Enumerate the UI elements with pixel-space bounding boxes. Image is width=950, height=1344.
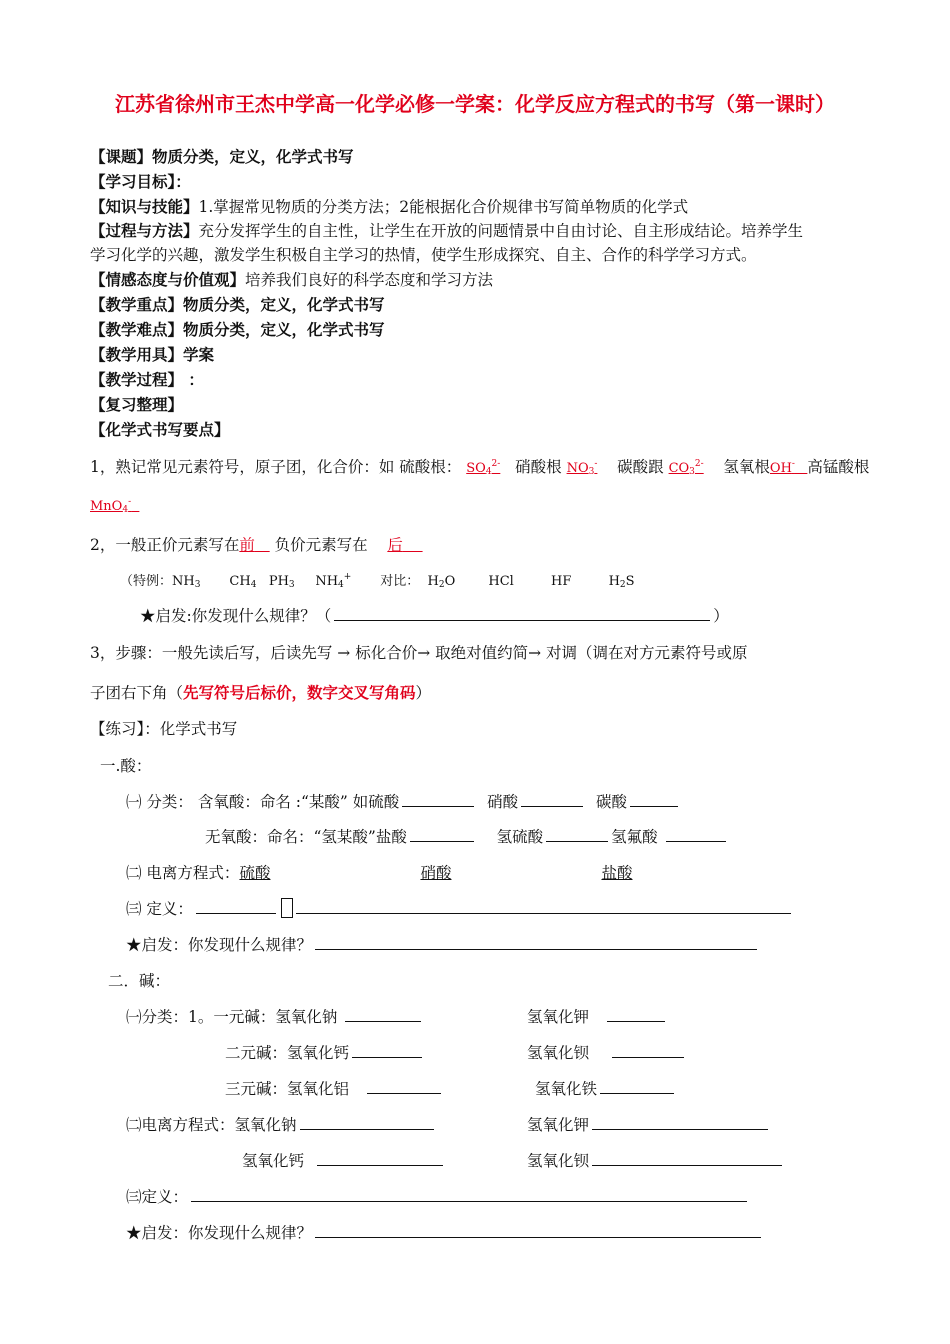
- koh-blank[interactable]: [607, 1006, 665, 1022]
- sulfate-formula: $SO_4^{2-}$: [466, 459, 501, 477]
- feoh-line: 氢氧化铁: [535, 1077, 677, 1099]
- acid-def-blank-a[interactable]: [196, 898, 276, 914]
- base-def-line: ㈢定义：: [126, 1185, 750, 1207]
- base-title: 二．碱：: [108, 972, 171, 990]
- difficult-line: [90, 318, 385, 340]
- topic-label: 【课题】: [90, 147, 153, 166]
- difficult-label: 【教学难点】: [90, 320, 184, 339]
- hf-blank[interactable]: [666, 826, 726, 842]
- page-title: 江苏省徐州市王杰中学高一化学必修一学案：化学反应方程式的书写（第一课时）: [115, 92, 835, 116]
- key-label: 【教学重点】: [90, 295, 184, 314]
- h2s-blank[interactable]: [546, 826, 608, 842]
- knowledge-label: 【知识与技能】: [90, 197, 199, 216]
- emotion-label: 【情感态度与价值观】: [90, 270, 246, 289]
- front-answer: 前: [239, 536, 255, 554]
- formula-label: 【化学式书写要点】: [90, 420, 230, 439]
- point-3: 3，步骤：一般先读后写，后读先写 → 标化合价→ 取绝对值约简→ 对调（调在对方元素符号或原: [90, 644, 748, 662]
- hcl-blank[interactable]: [410, 826, 474, 842]
- naoh-blank[interactable]: [345, 1006, 421, 1022]
- key-text: 物质分类，定义，化学式书写: [183, 295, 385, 314]
- base-ionize-line: ㈡电离方程式：氢氧化钠: [126, 1113, 437, 1135]
- acid-inspire-blank[interactable]: [315, 934, 757, 950]
- tools-label: 【教学用具】: [90, 345, 184, 364]
- feoh-blank[interactable]: [600, 1078, 674, 1094]
- hydroxide-formula: OH-: [769, 459, 795, 476]
- process-label: 【过程与方法】: [90, 221, 199, 240]
- acid-title: 一.酸：: [100, 757, 152, 775]
- carbonate-label: 碳酸跟: [617, 458, 664, 476]
- emotion-text: 培养我们良好的科学态度和学习方法: [245, 271, 494, 289]
- acid-def-blank-b[interactable]: [296, 898, 791, 914]
- nitrate-label: 硝酸根: [515, 458, 562, 476]
- acid-ionize-line: ㈡ 电离方程式：硫酸 硝酸 盐酸: [126, 861, 747, 883]
- base-inspire-blank[interactable]: [315, 1222, 761, 1238]
- tools-line: [90, 343, 214, 365]
- knowledge-line: [90, 195, 688, 217]
- base-class-line: ㈠分类：1。一元碱：氢氧化钠: [126, 1005, 424, 1027]
- back-answer: 后: [387, 536, 403, 554]
- point-3-cont: 子团右下角（先写符号后标价，数字交叉写角码）: [90, 683, 432, 702]
- carbonic-blank[interactable]: [630, 791, 678, 807]
- permanganate-formula: MnO$_4$-: [90, 497, 132, 515]
- koh-ionize-blank[interactable]: [592, 1114, 768, 1130]
- key-line: [90, 293, 385, 315]
- acid-def-line: ㈢ 定义：: [126, 897, 794, 919]
- process-line: [90, 219, 803, 241]
- point-1-text: 1，熟记常见元素符号，原子团，化合价：如 硫酸根：: [90, 458, 462, 476]
- nitrate-formula: $NO_3^-$: [566, 459, 598, 477]
- point-2-text-b: 负价元素写在: [274, 536, 368, 554]
- caoh-ionize-blank[interactable]: [317, 1150, 443, 1166]
- procedure-label: 【教学过程】 ：: [90, 370, 204, 389]
- aloh-blank[interactable]: [367, 1078, 441, 1094]
- caoh-blank[interactable]: [352, 1042, 422, 1058]
- ionize-answer[interactable]: 硫酸 硝酸 盐酸: [239, 864, 633, 882]
- koh-ionize-line: 氢氧化钾: [527, 1113, 771, 1135]
- di-base-line: 二元碱：氢氧化钙: [225, 1041, 425, 1063]
- koh-line: 氢氧化钾: [527, 1005, 668, 1027]
- point-3-rule: 先写符号后标价，数字交叉写角码: [183, 683, 416, 702]
- inspire-line-1: ★启发:你发现什么规律？（ ）: [140, 607, 729, 625]
- acid-class-line: ㈠ 分类： 含氧酸：命名 :“某酸” 如硫酸 硝酸 碳酸: [126, 790, 681, 812]
- hydroxide-label: 氢氧根: [723, 458, 770, 476]
- base-inspire-line: ★启发：你发现什么规律？: [126, 1221, 764, 1243]
- topic-text: 物质分类，定义，化学式书写: [152, 147, 354, 166]
- baoh-ionize-blank[interactable]: [592, 1150, 782, 1166]
- baoh-line: 氢氧化钡: [527, 1041, 687, 1063]
- practice-label: 【练习】：化学式书写: [90, 720, 238, 738]
- sulfuric-blank[interactable]: [402, 791, 474, 807]
- difficult-text: 物质分类，定义，化学式书写: [183, 320, 385, 339]
- special-cases: （特例：$NH_3$ $CH_4$ $PH_3$ $NH_4^+$ 对比： $H_2O$ HCl HF $H_2S$: [120, 572, 635, 590]
- baoh-ionize-line: 氢氧化钡: [527, 1149, 785, 1171]
- baoh-blank[interactable]: [612, 1042, 684, 1058]
- naoh-ionize-blank[interactable]: [300, 1114, 434, 1130]
- tri-base-line: 三元碱：氢氧化铝: [225, 1077, 444, 1099]
- base-def-blank[interactable]: [191, 1186, 747, 1202]
- nitric-blank[interactable]: [521, 791, 583, 807]
- acid-inspire-line: ★启发：你发现什么规律？: [126, 933, 760, 955]
- emotion-line: [90, 268, 493, 290]
- point-2-text-a: 2，一般正价元素写在: [90, 536, 240, 554]
- inspire-answer-blank[interactable]: [334, 605, 710, 621]
- point-1: [90, 455, 869, 477]
- tools-text: 学案: [183, 345, 215, 364]
- caoh-ionize-line: 氢氧化钙: [242, 1149, 446, 1171]
- review-label: 【复习整理】: [90, 395, 184, 414]
- process-text-2: 学习化学的兴趣，激发学生积极自主学习的热情，使学生形成探究、自主、合作的科学学习方式。: [90, 246, 757, 264]
- point-2: [90, 533, 423, 555]
- anoxic-line: 无氧酸：命名：“氢某酸”盐酸 氢硫酸 氢氟酸: [205, 825, 729, 847]
- goal-label: 【学习目标】：: [90, 172, 191, 191]
- process-text-1: 充分发挥学生的自主性，让学生在开放的问题情景中自由讨论、自主形成结论。培养学生: [198, 222, 804, 240]
- topic-line: [90, 145, 354, 167]
- carbonate-formula: $CO_3^{2-}$: [668, 459, 704, 477]
- knowledge-text: 1.掌握常见物质的分类方法；2能根据化合价规律书写简单物质的化学式: [198, 198, 689, 216]
- permanganate-label: 高锰酸根: [807, 458, 870, 476]
- cursor-box: [281, 898, 293, 918]
